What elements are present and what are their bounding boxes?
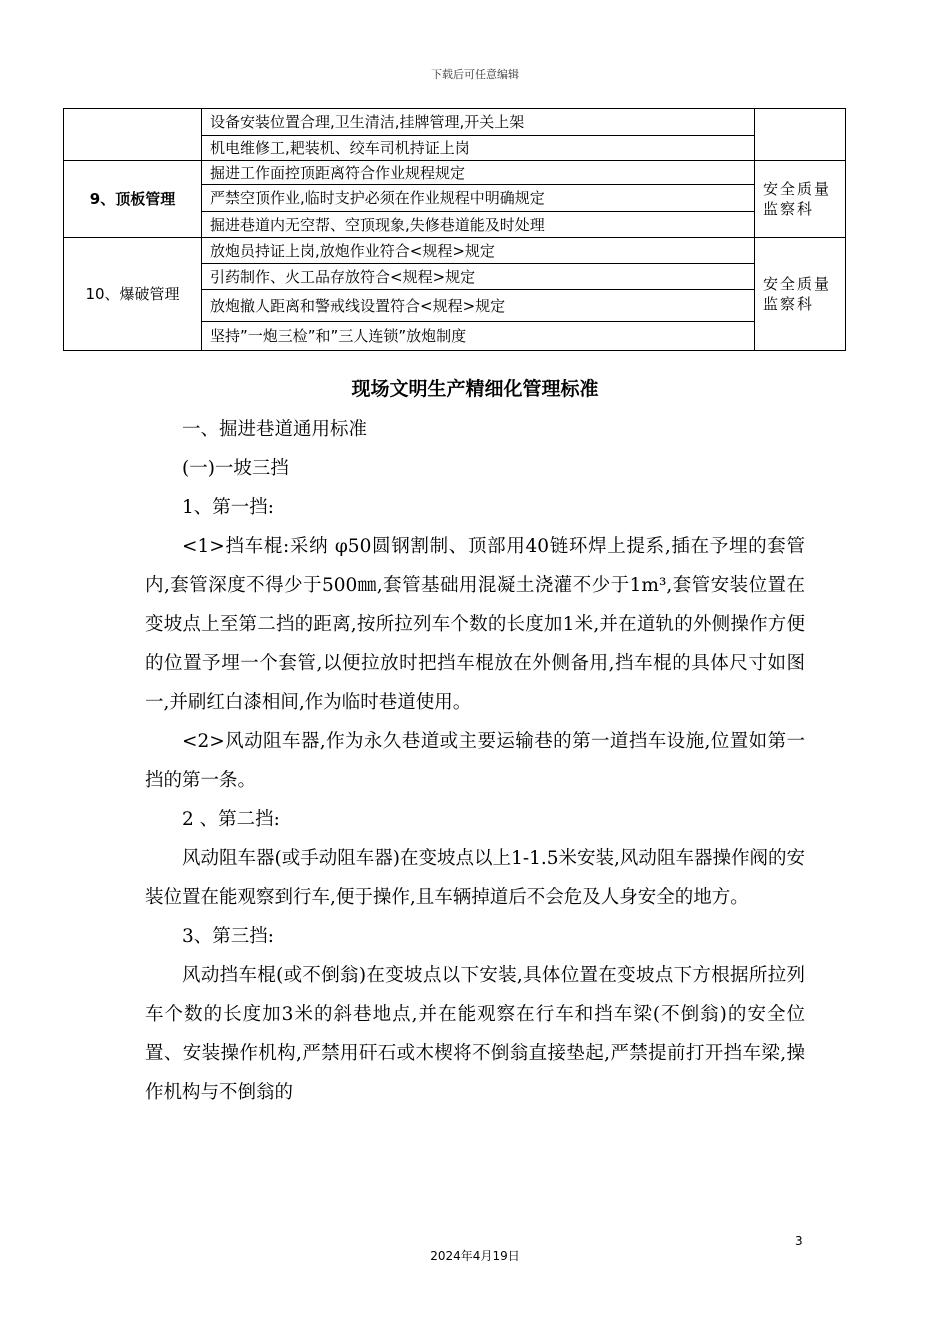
item-cell: 放炮撤人距离和警戒线设置符合<规程>规定 xyxy=(202,290,755,322)
standards-table xyxy=(63,108,846,351)
item-heading: 2 、第二挡: xyxy=(182,809,280,830)
item-cell: 引药制作、火工品存放符合<规程>规定 xyxy=(202,264,755,290)
table-row xyxy=(64,238,846,264)
table-row xyxy=(64,109,846,136)
category-cell xyxy=(64,109,202,161)
item-cell: 严禁空顶作业,临时支护必须在作业规程中明确规定 xyxy=(202,185,755,212)
item-cell: 放炮员持证上岗,放炮作业符合<规程>规定 xyxy=(202,238,755,264)
item-cell: 掘进巷道内无空帮、空顶现象,失修巷道能及时处理 xyxy=(202,212,755,238)
item-cell: 机电维修工,耙装机、绞车司机持证上岗 xyxy=(202,136,755,161)
item-cell: 设备安装位置合理,卫生清洁,挂牌管理,开关上架 xyxy=(202,109,755,136)
item-cell: 坚持”一炮三检”和”三人连锁”放炮制度 xyxy=(202,322,755,351)
dept-cell: 安全质量监察科 xyxy=(755,161,846,238)
page-footer-date: 2024年4月19日 xyxy=(430,1249,520,1263)
subsection-heading: (一)一坡三挡 xyxy=(182,458,289,479)
dept-cell: 安全质量监察科 xyxy=(755,238,846,351)
paragraph: <1>挡车棍:采纳 φ50圆钢割制、顶部用40链环焊上提系,插在予埋的套管内,套管深度不得少于500㎜,套管基础用混凝土浇灌不少于1m³,套管安装位置在变坡点上至第二挡的距离,按所拉列车个数的长度加1米,并在道轨的外侧操作方便的位置予埋一个套管,以便拉放时把挡车棍放在外侧备用,挡车棍的具体尺寸如图一,并刷红白漆相间,作为临时巷道使用。 xyxy=(145,536,805,713)
item-heading: 3、第三挡: xyxy=(182,926,275,947)
category-cell: 10、爆破管理 xyxy=(64,238,202,351)
table-row xyxy=(64,161,846,185)
paragraph: 风动挡车棍(或不倒翁)在变坡点以下安装,具体位置在变坡点下方根据所拉列车个数的长度加3米的斜巷地点,并在能观察在行车和挡车梁(不倒翁)的安全位置、安装操作机构,严禁用矸石或木楔将不倒翁直接垫起,严禁提前打开挡车梁,操作机构与不倒翁的 xyxy=(145,965,805,1103)
section-heading: 一、掘进巷道通用标准 xyxy=(182,419,368,440)
paragraph: 风动阻车器(或手动阻车器)在变坡点以上1-1.5米安装,风动阻车器操作阀的安装位置在能观察到行车,便于操作,且车辆掉道后不会危及人身安全的地方。 xyxy=(145,848,805,908)
item-cell: 掘进工作面控顶距离符合作业规程规定 xyxy=(202,161,755,185)
page-header: 下载后可任意编辑 xyxy=(431,68,519,81)
dept-cell xyxy=(755,109,846,161)
item-heading: 1、第一挡: xyxy=(182,497,275,518)
page-title: 现场文明生产精细化管理标准 xyxy=(351,378,599,400)
category-cell: 9、顶板管理 xyxy=(64,161,202,238)
page-number: 3 xyxy=(795,1234,803,1248)
body-text xyxy=(145,410,805,1112)
paragraph: <2>风动阻车器,作为永久巷道或主要运输巷的第一道挡车设施,位置如第一挡的第一条。 xyxy=(145,731,805,791)
